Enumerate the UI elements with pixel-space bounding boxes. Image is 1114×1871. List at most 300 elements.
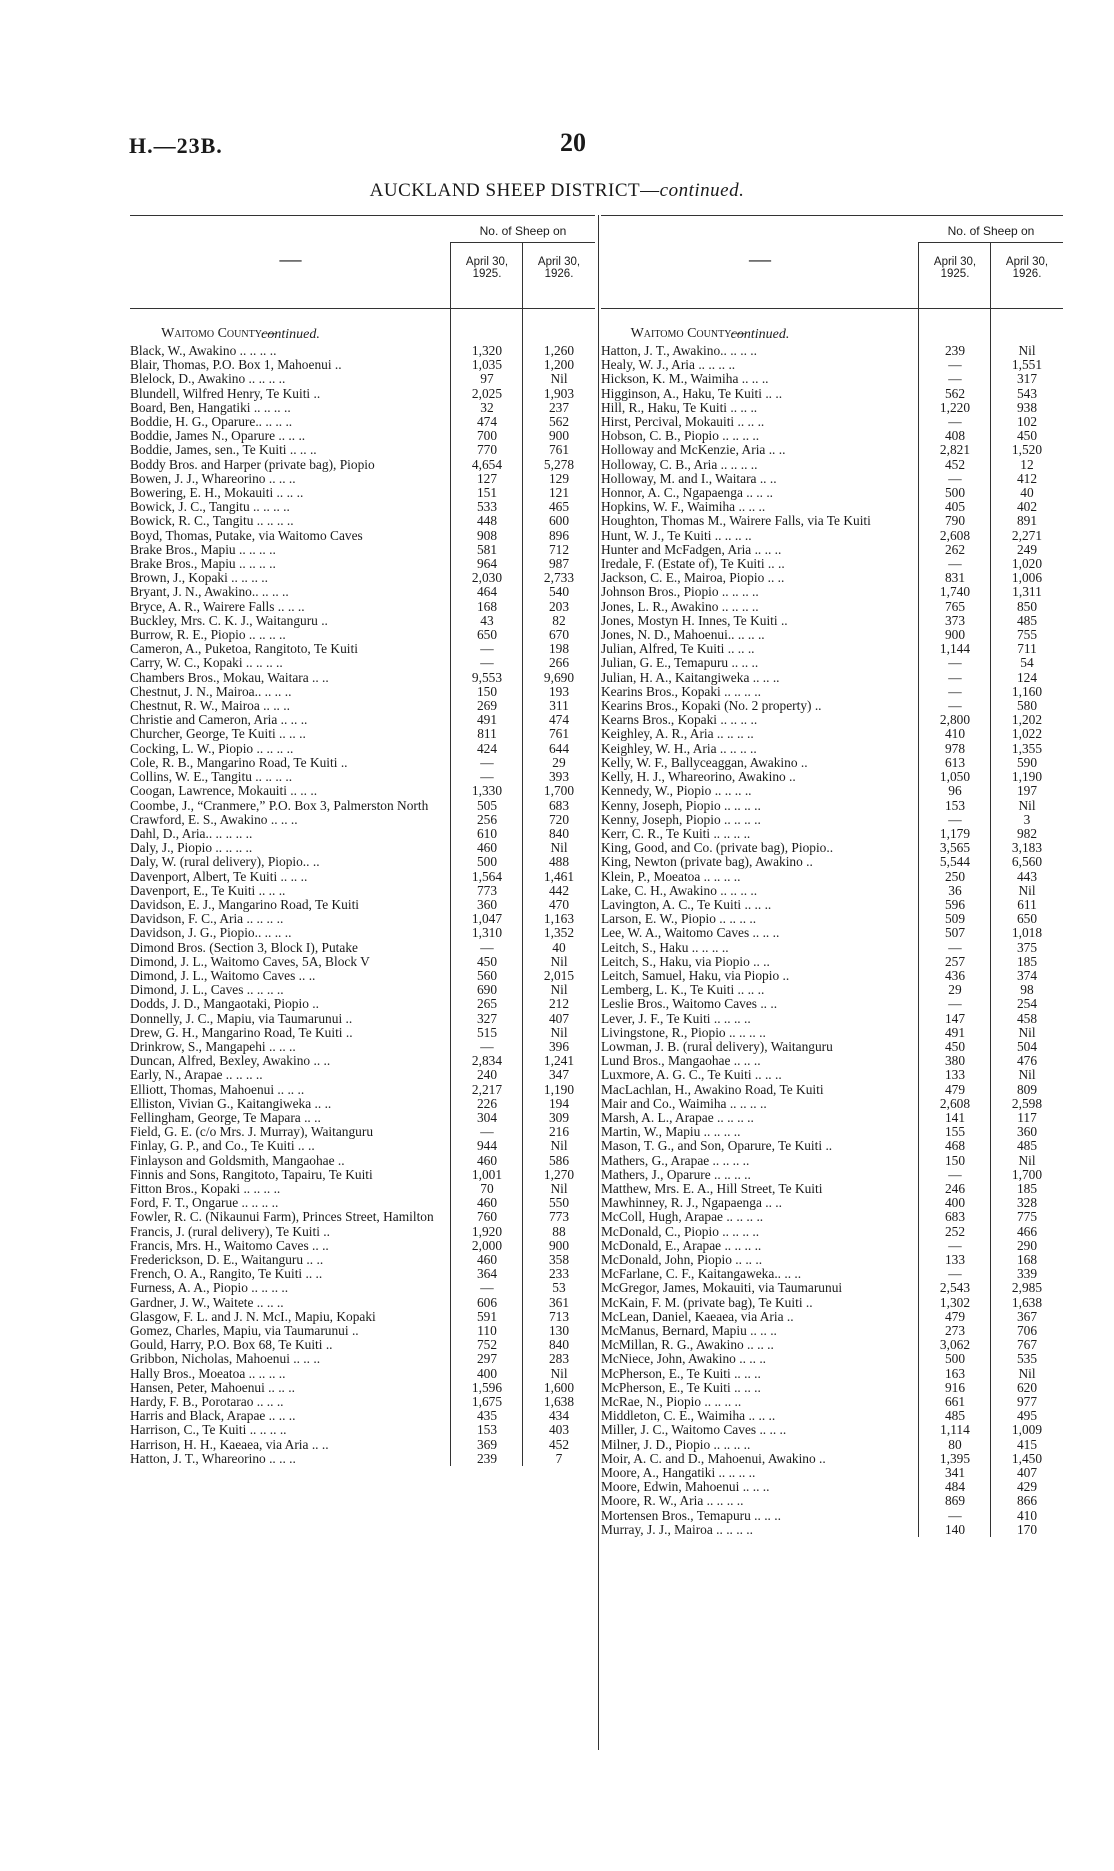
table-row: [130, 1395, 595, 1409]
table-row: [130, 1310, 595, 1324]
table-row: [601, 1267, 1063, 1281]
table-row: [601, 529, 1063, 543]
sheep-1926-cell: 216: [548, 1124, 570, 1140]
sheep-1925-cell: 460: [476, 1195, 498, 1211]
sheep-1926-cell: 1,355: [1011, 740, 1043, 756]
sheep-1925-cell: 916: [944, 1379, 966, 1395]
owner-cell: Murray, J. J., Mairoa .. .. .. ..: [601, 1522, 753, 1537]
table-row: [130, 1168, 595, 1182]
sheep-1925-cell: —: [948, 371, 962, 387]
owner-cell: Field, G. E. (c/o Mrs. J. Murray), Waitanguru: [130, 1125, 374, 1140]
owner-cell: Julian, Alfred, Te Kuiti .. .. ..: [601, 642, 755, 657]
sheep-1926-cell: 850: [1016, 598, 1038, 614]
sheep-1925-cell: 273: [944, 1323, 966, 1339]
sheep-1925-cell: 690: [476, 982, 498, 998]
sheep-1926-cell: 309: [548, 1109, 570, 1125]
table-row: [601, 1040, 1063, 1054]
owner-cell: Matthew, Mrs. E. A., Hill Street, Te Kuiti: [601, 1181, 823, 1196]
sheep-1925-cell: 1,564: [471, 868, 503, 884]
sheep-1926-cell: 452: [548, 1436, 570, 1452]
sheep-1925-cell: 450: [944, 1038, 966, 1054]
sheep-1926-cell: 495: [1016, 1408, 1038, 1424]
sheep-1925-cell: 304: [476, 1109, 498, 1125]
table-row: [130, 756, 595, 770]
owner-cell: Holloway and McKenzie, Aria .. ..: [601, 443, 786, 458]
sheep-1926-cell: 82: [552, 612, 566, 628]
owner-cell: Mortensen Bros., Temapuru .. .. ..: [601, 1508, 781, 1523]
sheep-1926-cell: 402: [1016, 499, 1038, 515]
left-rows: [130, 344, 595, 1466]
sheep-1925-cell: 773: [476, 882, 498, 898]
table-row: [601, 1310, 1063, 1324]
owner-cell: Christie and Cameron, Aria .. .. ..: [130, 713, 308, 728]
sheep-1925-cell: 596: [944, 896, 966, 912]
owner-cell: McRae, N., Piopio .. .. .. ..: [601, 1395, 742, 1410]
sheep-1925-cell: 435: [476, 1408, 498, 1424]
sheep-1925-cell: —: [948, 996, 962, 1012]
owner-cell: McLean, Daniel, Kaeaea, via Aria ..: [601, 1309, 794, 1324]
owner-cell: Kearins Bros., Kopaki (No. 2 property) ..: [601, 699, 822, 714]
sheep-1926-cell: 361: [548, 1294, 570, 1310]
table-row: [601, 1281, 1063, 1295]
sheep-1925-cell: 400: [944, 1195, 966, 1211]
sheep-1926-cell: 1,461: [543, 868, 575, 884]
sheep-1926-cell: Nil: [1018, 1152, 1036, 1168]
right-table: [601, 215, 1063, 1537]
table-row: [130, 727, 595, 741]
owner-cell: Frederickson, D. E., Waitanguru .. ..: [130, 1253, 324, 1267]
sheep-1925-cell: 297: [476, 1351, 498, 1367]
sheep-1925-cell: 491: [944, 1024, 966, 1040]
sheep-1926-cell: 465: [548, 499, 570, 515]
sheep-1925-cell: 491: [476, 712, 498, 728]
sheep-1926-cell: 249: [1016, 541, 1038, 557]
sheep-1926-cell: Nil: [550, 1024, 568, 1040]
owner-cell: Keighley, A. R., Aria .. .. .. ..: [601, 727, 754, 742]
name-column-header: —: [749, 246, 771, 271]
table-row: [130, 1125, 595, 1139]
owner-cell: Brake Bros., Mapiu .. .. .. ..: [130, 557, 276, 572]
table-row: [601, 429, 1063, 443]
sheep-1926-cell: 328: [1016, 1195, 1038, 1211]
owner-cell: McDonald, John, Piopio .. .. ..: [601, 1253, 763, 1267]
sheep-1925-cell: —: [948, 414, 962, 430]
sheep-1925-cell: —: [480, 655, 494, 671]
sheep-1926-cell: 1,700: [1011, 1166, 1043, 1182]
sheep-1925-cell: 562: [944, 385, 966, 401]
sheep-1926-cell: 504: [1016, 1038, 1038, 1054]
sheep-1925-cell: 790: [944, 513, 966, 529]
sheep-1926-cell: 580: [1016, 698, 1038, 714]
sheep-1925-cell: —: [480, 641, 494, 657]
owner-cell: Moore, Edwin, Mahoenui .. .. ..: [601, 1480, 770, 1495]
owner-cell: Hill, R., Haku, Te Kuiti .. .. ..: [601, 400, 758, 415]
table-row: [130, 671, 595, 685]
owner-cell: Cameron, A., Puketoa, Rangitoto, Te Kuiti: [130, 642, 358, 657]
sheep-1925-cell: 150: [944, 1152, 966, 1168]
table-row: [601, 770, 1063, 784]
sheep-1926-cell: 476: [1016, 1053, 1038, 1069]
sheep-1926-cell: 347: [548, 1067, 570, 1083]
page-title: [0, 180, 1114, 202]
owner-cell: Boddie, H. G., Oparure.. .. .. ..: [130, 415, 293, 430]
owner-cell: Klein, P., Moeatoa .. .. .. ..: [601, 869, 741, 884]
sheep-1926-cell: 773: [548, 1209, 570, 1225]
owner-cell: Hirst, Percival, Mokauiti .. .. ..: [601, 415, 765, 430]
owner-cell: Dodds, J. D., Mangaotaki, Piopio ..: [130, 997, 319, 1012]
table-row: [601, 372, 1063, 386]
sheep-1925-cell: 360: [476, 896, 498, 912]
owner-cell: Martin, W., Mapiu .. .. .. ..: [601, 1125, 741, 1140]
table-row: [130, 1111, 595, 1125]
sheep-1926-cell: 396: [548, 1038, 570, 1054]
sheep-1925-cell: 1,035: [471, 357, 503, 373]
sheep-1926-cell: 586: [548, 1152, 570, 1168]
owner-cell: Hatton, J. T., Awakino.. .. .. ..: [601, 344, 757, 358]
owner-cell: Drinkrow, S., Mangapehi .. .. ..: [130, 1039, 296, 1054]
sheep-1926-cell: 290: [1016, 1237, 1038, 1253]
table-row: [130, 1409, 595, 1423]
owner-cell: Moore, R. W., Aria .. .. .. ..: [601, 1494, 744, 1509]
owner-cell: Middleton, C. E., Waimiha .. .. ..: [601, 1409, 776, 1424]
table-row: [130, 884, 595, 898]
sheep-1926-cell: 54: [1020, 655, 1034, 671]
owner-cell: Chambers Bros., Mokau, Waitara .. ..: [130, 670, 329, 685]
table-row: [601, 1466, 1063, 1480]
table-row: [601, 1026, 1063, 1040]
sheep-1926-cell: 488: [548, 854, 570, 870]
sheep-1925-cell: 1,740: [939, 584, 971, 600]
table-row: [130, 1367, 595, 1381]
sheep-1925-cell: 269: [476, 698, 498, 714]
table-row: [130, 1154, 595, 1168]
table-row: [601, 727, 1063, 741]
table-row: [130, 969, 595, 983]
owner-cell: Daly, J., Piopio .. .. .. ..: [130, 841, 253, 856]
sheep-1926-cell: 650: [1016, 911, 1038, 927]
table-row: [601, 813, 1063, 827]
table-row: [130, 699, 595, 713]
table-row: [601, 514, 1063, 528]
left-table: [130, 215, 595, 1466]
sheep-1925-cell: 944: [476, 1138, 498, 1154]
sheep-1925-cell: 500: [944, 1351, 966, 1367]
owner-cell: Holloway, M. and I., Waitara .. ..: [601, 471, 777, 486]
sheep-1925-cell: 1,920: [471, 1223, 503, 1239]
owner-cell: Harrison, H. H., Kaeaea, via Aria .. ..: [130, 1437, 329, 1452]
sheep-1926-cell: Nil: [1018, 882, 1036, 898]
sheep-1926-cell: 129: [548, 470, 570, 486]
table-row: [601, 1097, 1063, 1111]
sheep-1926-cell: 193: [548, 683, 570, 699]
table-row: [601, 671, 1063, 685]
sheep-1925-cell: 133: [944, 1067, 966, 1083]
table-row: [130, 898, 595, 912]
owner-cell: Harrison, C., Te Kuiti .. .. .. ..: [130, 1423, 287, 1438]
table-row: [601, 1367, 1063, 1381]
sheep-1925-cell: 150: [476, 683, 498, 699]
owner-cell: Hatton, J. T., Whareorino .. .. ..: [130, 1451, 296, 1466]
sheep-1925-cell: 460: [476, 1152, 498, 1168]
sheep-1926-cell: 367: [1016, 1308, 1038, 1324]
table-row: [601, 1438, 1063, 1452]
title-text: AUCKLAND SHEEP DISTRICT—: [369, 180, 660, 201]
table-row: [601, 742, 1063, 756]
owner-cell: Buckley, Mrs. C. K. J., Waitanguru ..: [130, 613, 328, 628]
owner-cell: Bowen, J. J., Whareorino .. .. ..: [130, 471, 296, 486]
sheep-1925-cell: 257: [944, 953, 966, 969]
sheep-1926-cell: 767: [1016, 1337, 1038, 1353]
table-row: [130, 628, 595, 642]
sheep-1925-cell: —: [480, 769, 494, 785]
table-row: [601, 997, 1063, 1011]
owner-cell: Hopkins, W. F., Waimiha .. .. ..: [601, 500, 766, 515]
sheep-1926-cell: 375: [1016, 939, 1038, 955]
sheep-1925-cell: 147: [944, 1010, 966, 1026]
sheep-1925-cell: 661: [944, 1394, 966, 1410]
sheep-1925-cell: 256: [476, 811, 498, 827]
owner-cell: Holloway, C. B., Aria .. .. .. ..: [601, 457, 758, 472]
table-row: [601, 1182, 1063, 1196]
table-row: [130, 770, 595, 784]
owner-cell: Kelly, H. J., Whareorino, Awakino ..: [601, 770, 796, 785]
owner-cell: Davidson, E. J., Mangarino Road, Te Kuiti: [130, 897, 360, 912]
sheep-1925-cell: 36: [948, 882, 962, 898]
sheep-1926-cell: 407: [1016, 1465, 1038, 1481]
owner-cell: Mair and Co., Waimiha .. .. .. ..: [601, 1096, 767, 1111]
owner-cell: Leslie Bros., Waitomo Caves .. ..: [601, 997, 778, 1012]
owner-cell: Julian, G. E., Temapuru .. .. ..: [601, 656, 759, 671]
sheep-1926-cell: 535: [1016, 1351, 1038, 1367]
sheep-1926-cell: 130: [548, 1323, 570, 1339]
sheep-1926-cell: 3: [1023, 811, 1031, 827]
table-row: [601, 827, 1063, 841]
owner-cell: Iredale, F. (Estate of), Te Kuiti .. ..: [601, 557, 785, 572]
table-row: [130, 514, 595, 528]
owner-cell: Lemberg, L. K., Te Kuiti .. .. ..: [601, 983, 765, 998]
table-row: [601, 443, 1063, 457]
table-row: [130, 1012, 595, 1026]
table-row: [130, 458, 595, 472]
owner-cell: Gould, Harry, P.O. Box 68, Te Kuiti ..: [130, 1338, 333, 1353]
owner-cell: Dimond Bros. (Section 3, Block I), Putake: [130, 940, 358, 955]
sheep-1925-cell: 468: [944, 1138, 966, 1154]
sheep-1926-cell: 977: [1016, 1394, 1038, 1410]
table-row: [130, 557, 595, 571]
owner-cell: Crawford, E. S., Awakino .. .. ..: [130, 812, 298, 827]
owner-cell: Mathers, G., Arapae .. .. .. ..: [601, 1153, 750, 1168]
sheep-1925-cell: 908: [476, 527, 498, 543]
table-row: [601, 358, 1063, 372]
sheep-1926-cell: 1,009: [1011, 1422, 1043, 1438]
owner-cell: Elliott, Thomas, Mahoenui .. .. ..: [130, 1082, 305, 1097]
sheep-1925-cell: 226: [476, 1095, 498, 1111]
sheep-1925-cell: 153: [944, 797, 966, 813]
table-row: [601, 1338, 1063, 1352]
owner-cell: Gardner, J. W., Waitete .. .. ..: [130, 1295, 284, 1310]
sheep-1926-cell: 12: [1020, 456, 1034, 472]
table-row: [130, 1324, 595, 1338]
sheep-1926-cell: 982: [1016, 825, 1038, 841]
sheep-1925-cell: 1,047: [471, 911, 503, 927]
owner-cell: McNiece, John, Awakino .. .. ..: [601, 1352, 767, 1367]
sheep-1925-cell: 163: [944, 1365, 966, 1381]
table-row: [601, 898, 1063, 912]
owner-cell: McMillan, R. G., Awakino .. .. ..: [601, 1338, 774, 1353]
sheep-1926-cell: 5,278: [543, 456, 575, 472]
sheep-1926-cell: 203: [548, 598, 570, 614]
sheep-1926-cell: Nil: [550, 1180, 568, 1196]
owner-cell: Lund Bros., Mangaohae .. .. ..: [601, 1054, 761, 1069]
sheep-1925-cell: —: [480, 939, 494, 955]
owner-cell: Livingstone, R., Piopio .. .. .. ..: [601, 1025, 766, 1040]
owner-cell: Hally Bros., Moeatoa .. .. .. ..: [130, 1366, 286, 1381]
table-row: [130, 543, 595, 557]
owner-cell: Hansen, Peter, Mahoenui .. .. ..: [130, 1380, 295, 1395]
sheep-1925-cell: 450: [476, 953, 498, 969]
owner-cell: Johnson Bros., Piopio .. .. .. ..: [601, 585, 759, 600]
owner-cell: Blair, Thomas, P.O. Box 1, Mahoenui ..: [130, 358, 342, 373]
table-row: [601, 1154, 1063, 1168]
owner-cell: Cocking, L. W., Piopio .. .. .. ..: [130, 741, 294, 756]
table-row: [601, 756, 1063, 770]
sheep-1926-cell: 443: [1016, 868, 1038, 884]
sheep-1926-cell: 374: [1016, 967, 1038, 983]
sheep-1925-cell: 2,217: [471, 1081, 503, 1097]
owner-cell: Larson, E. W., Piopio .. .. .. ..: [601, 912, 757, 927]
owner-cell: Hobson, C. B., Piopio .. .. .. ..: [601, 429, 760, 444]
sheep-1925-cell: 2,000: [471, 1237, 503, 1253]
sheep-1926-cell: 450: [1016, 428, 1038, 444]
table-row: [130, 1083, 595, 1097]
table-row: [130, 401, 595, 415]
owner-cell: Coogan, Lawrence, Mokauiti .. .. ..: [130, 784, 318, 799]
owner-cell: Kearins Bros., Kopaki .. .. .. ..: [601, 684, 761, 699]
sheep-1926-cell: 29: [552, 754, 566, 770]
owner-cell: Board, Ben, Hangatiki .. .. .. ..: [130, 400, 291, 415]
sheep-1925-cell: 70: [480, 1180, 494, 1196]
table-row: [601, 1395, 1063, 1409]
sheep-1925-cell: 3,062: [939, 1337, 971, 1353]
owner-cell: Leitch, S., Haku, via Piopio .. ..: [601, 954, 770, 969]
sheep-1925-cell: 1,675: [471, 1394, 503, 1410]
owner-cell: Luxmore, A. G. C., Te Kuiti .. .. ..: [601, 1068, 782, 1083]
owner-cell: Dahl, D., Aria.. .. .. .. ..: [130, 826, 253, 841]
owner-cell: Moore, A., Hangatiki .. .. .. ..: [601, 1466, 756, 1481]
owner-cell: Gomez, Charles, Mapiu, via Taumarunui ..: [130, 1324, 359, 1339]
table-row: [130, 997, 595, 1011]
sheep-1926-cell: 891: [1016, 513, 1038, 529]
sheep-1925-cell: 700: [476, 428, 498, 444]
sheep-count-header: No. of Sheep on: [479, 224, 567, 238]
owner-cell: Kerr, C. R., Te Kuiti .. .. .. ..: [601, 826, 751, 841]
sheep-1926-cell: 358: [548, 1252, 570, 1267]
sheep-1925-cell: 97: [480, 371, 494, 387]
table-row: [130, 614, 595, 628]
owner-cell: Bowick, R. C., Tangitu .. .. .. ..: [130, 514, 294, 529]
owner-cell: Kelly, W. F., Ballyceaggan, Awakino ..: [601, 755, 808, 770]
sheep-1925-cell: 2,608: [939, 527, 971, 543]
sheep-1926-cell: 485: [1016, 612, 1038, 628]
owner-cell: Kennedy, W., Piopio .. .. .. ..: [601, 784, 752, 799]
table-row: [130, 585, 595, 599]
title-continued: continued.: [659, 180, 745, 201]
sheep-1926-cell: 644: [548, 740, 570, 756]
sheep-1925-cell: 127: [476, 470, 498, 486]
sheep-1926-cell: 1,163: [543, 911, 575, 927]
sheep-1926-cell: Nil: [550, 840, 568, 856]
sheep-1925-cell: 32: [480, 399, 494, 415]
table-row: [601, 969, 1063, 983]
sheep-1926-cell: 1,260: [543, 343, 575, 358]
sheep-1926-cell: 840: [548, 825, 570, 841]
sheep-1926-cell: 562: [548, 414, 570, 430]
table-row: [601, 1452, 1063, 1466]
sheep-1926-cell: 124: [1016, 669, 1038, 685]
sheep-1926-cell: 987: [548, 556, 570, 572]
table-row: [130, 472, 595, 486]
owner-cell: McPherson, E., Te Kuiti .. .. ..: [601, 1380, 761, 1395]
table-row: [130, 983, 595, 997]
sheep-1925-cell: 151: [476, 485, 498, 501]
table-row: [130, 713, 595, 727]
owner-cell: Jones, N. D., Mahoenui.. .. .. ..: [601, 628, 765, 643]
owner-cell: Hickson, K. M., Waimiha .. .. ..: [601, 372, 769, 387]
sheep-1926-cell: Nil: [550, 1138, 568, 1154]
sheep-1926-cell: 6,560: [1011, 854, 1043, 870]
owner-cell: Boddy Bros. and Harper (private bag), Piopio: [130, 457, 375, 472]
owner-cell: Ford, F. T., Ongarue .. .. .. ..: [130, 1196, 279, 1211]
sheep-1926-cell: 1,190: [543, 1081, 575, 1097]
table-row: [601, 685, 1063, 699]
table-row: [130, 827, 595, 841]
sheep-1925-cell: 1,001: [471, 1166, 503, 1182]
owner-cell: Francis, J. (rural delivery), Te Kuiti ..: [130, 1224, 330, 1239]
owner-cell: Brake Bros., Mapiu .. .. .. ..: [130, 542, 276, 557]
table-row: [601, 1494, 1063, 1508]
owner-cell: Jackson, C. E., Mairoa, Piopio .. ..: [601, 571, 785, 586]
owner-cell: Bryant, J. N., Awakino.. .. .. ..: [130, 585, 289, 600]
owner-cell: Black, W., Awakino .. .. .. ..: [130, 344, 277, 358]
table-row: [130, 642, 595, 656]
owner-cell: Moir, A. C. and D., Mahoenui, Awakino ..: [601, 1451, 826, 1466]
owner-cell: Glasgow, F. L. and J. N. McI., Mapiu, Kopaki: [130, 1309, 376, 1324]
sheep-1926-cell: 1,190: [1011, 769, 1043, 785]
sheep-1925-cell: 436: [944, 967, 966, 983]
sheep-1925-cell: 29: [948, 982, 962, 998]
owner-cell: Jones, L. R., Awakino .. .. .. ..: [601, 599, 759, 614]
owner-cell: Fellingham, George, Te Mapara .. ..: [130, 1110, 321, 1125]
sheep-1926-cell: 1,638: [543, 1394, 575, 1410]
table-row: [601, 855, 1063, 869]
sheep-1926-cell: 670: [548, 627, 570, 643]
sheep-1926-cell: 1,352: [543, 925, 575, 941]
table-row: [601, 926, 1063, 940]
table-row: [130, 358, 595, 372]
owner-cell: Harris and Black, Arapae .. .. ..: [130, 1409, 296, 1424]
owner-cell: Lowman, J. B. (rural delivery), Waitanguru: [601, 1039, 833, 1054]
owner-cell: Marsh, A. L., Arapae .. .. .. ..: [601, 1110, 754, 1125]
col-1926-header: April 30, 1926.: [1005, 256, 1049, 280]
sheep-1926-cell: 40: [552, 939, 566, 955]
table-row: [130, 1054, 595, 1068]
owner-cell: Boyd, Thomas, Putake, via Waitomo Caves: [130, 528, 363, 543]
table-row: [130, 1026, 595, 1040]
table-row: [130, 1040, 595, 1054]
sheep-1926-cell: 1,202: [1011, 712, 1043, 728]
owner-cell: Bowick, J. C., Tangitu .. .. .. ..: [130, 500, 290, 515]
table-row: [601, 1225, 1063, 1239]
